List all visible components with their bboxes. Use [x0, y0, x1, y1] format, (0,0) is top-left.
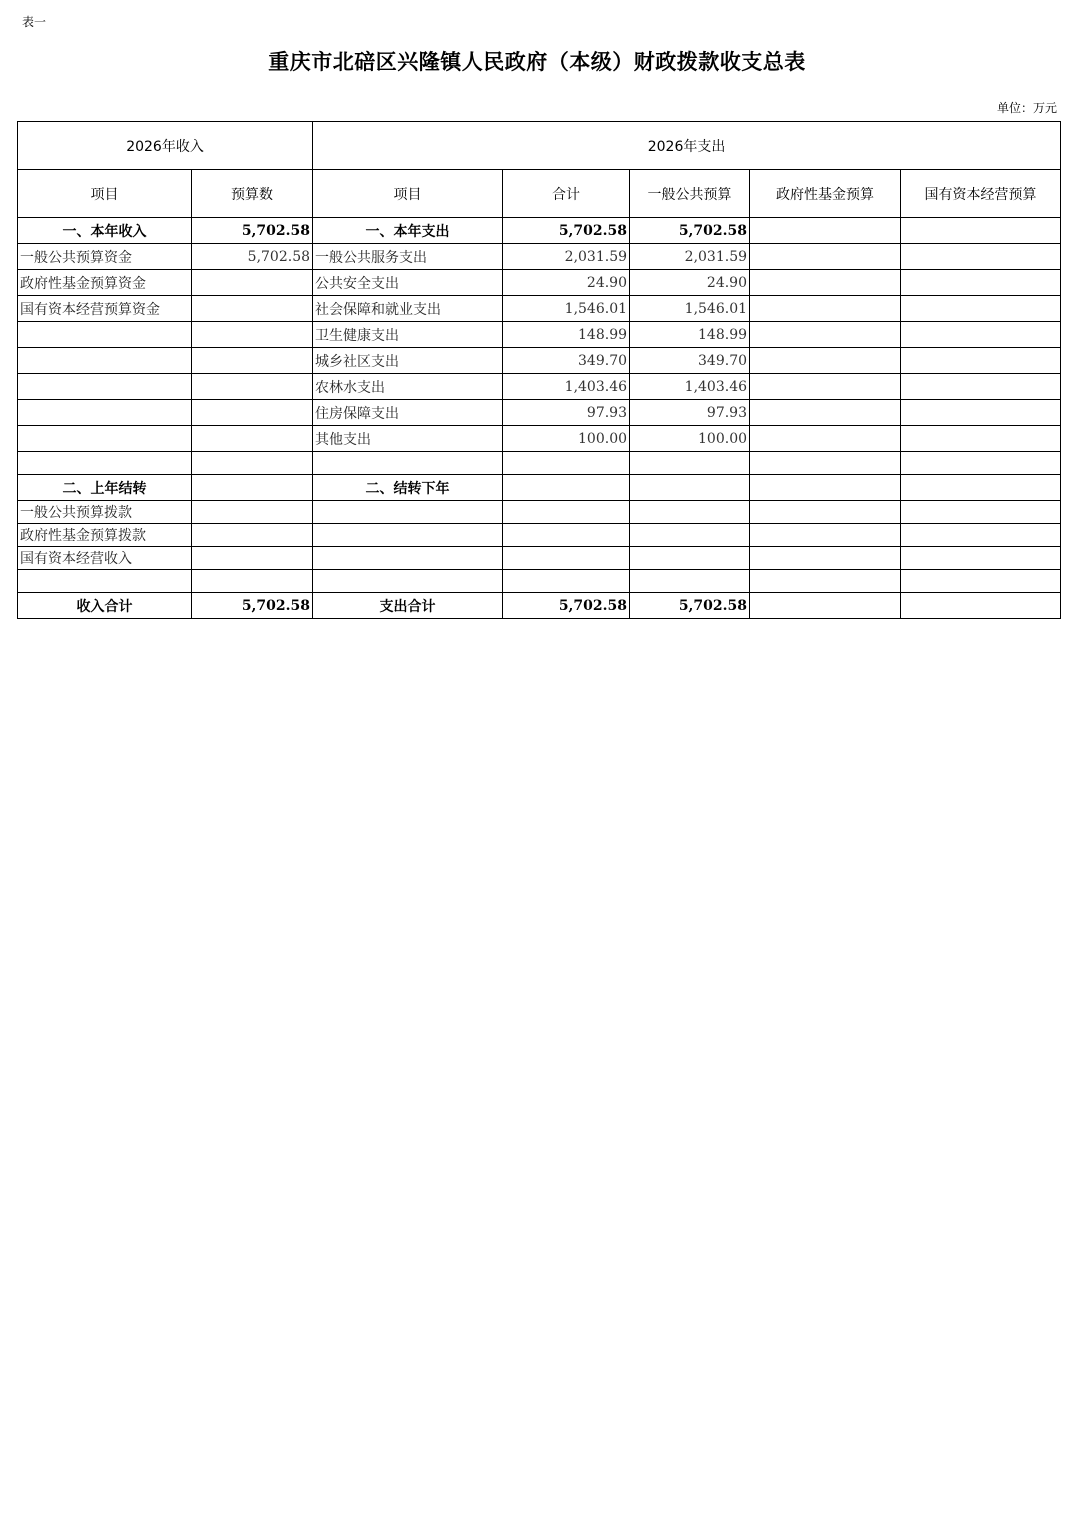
- totals-row: [18, 593, 1061, 619]
- expense-item: 城乡社区支出: [313, 348, 503, 374]
- expense-general-budget: [630, 452, 750, 475]
- expense-item: 卫生健康支出: [313, 322, 503, 348]
- income-amount: 5,702.58: [192, 244, 313, 270]
- expense-total: 1,403.46: [503, 374, 630, 400]
- col-header-gov-fund-budget: 政府性基金预算: [750, 170, 901, 218]
- table-row: [18, 426, 1061, 452]
- expense-gov-fund: [750, 218, 901, 244]
- income-amount: [192, 524, 313, 547]
- expense-state-capital: [901, 547, 1061, 570]
- expense-gov-fund: [750, 452, 901, 475]
- income-amount: [192, 270, 313, 296]
- expense-general-budget: 349.70: [630, 348, 750, 374]
- expense-state-capital: [901, 374, 1061, 400]
- expense-total: 148.99: [503, 322, 630, 348]
- expense-total: 5,702.58: [503, 218, 630, 244]
- expense-item: [313, 547, 503, 570]
- expense-gov-fund: [750, 426, 901, 452]
- expense-state-capital: [901, 244, 1061, 270]
- table-row: [18, 570, 1061, 593]
- table-row: [18, 452, 1061, 475]
- income-amount: [192, 475, 313, 501]
- expense-total: 100.00: [503, 426, 630, 452]
- income-group-header: 2026年收入: [18, 122, 313, 170]
- table-row: [18, 296, 1061, 322]
- expense-gov-fund: [750, 270, 901, 296]
- expense-group-header: 2026年支出: [313, 122, 1061, 170]
- table-row: [18, 547, 1061, 570]
- unit-label: 单位：万元: [996, 101, 1057, 115]
- expense-total: 24.90: [503, 270, 630, 296]
- expense-state-capital: [901, 348, 1061, 374]
- expense-general-budget: 2,031.59: [630, 244, 750, 270]
- expense-state-capital: [901, 296, 1061, 322]
- income-item: [18, 400, 192, 426]
- income-item: 国有资本经营预算资金: [18, 296, 192, 322]
- expense-general-budget: 5,702.58: [630, 218, 750, 244]
- income-item: [18, 452, 192, 475]
- income-amount: [192, 547, 313, 570]
- table-row: [18, 374, 1061, 400]
- income-amount: [192, 322, 313, 348]
- expense-general-budget: 1,546.01: [630, 296, 750, 322]
- expense-item: [313, 452, 503, 475]
- income-amount: [192, 501, 313, 524]
- table-row: [18, 270, 1061, 296]
- table-row: [18, 322, 1061, 348]
- col-header-expense-item: 项目: [313, 170, 503, 218]
- expense-general-budget: [630, 524, 750, 547]
- expense-item: 一般公共服务支出: [313, 244, 503, 270]
- expense-gov-fund: [750, 547, 901, 570]
- expense-item: 其他支出: [313, 426, 503, 452]
- expense-gov-fund: [750, 400, 901, 426]
- table-row: [18, 524, 1061, 547]
- expense-item: [313, 570, 503, 593]
- income-item: 二、上年结转: [18, 475, 192, 501]
- table-row: [18, 348, 1061, 374]
- expense-gov-fund: [750, 322, 901, 348]
- income-item: [18, 426, 192, 452]
- expense-gov-fund: [750, 348, 901, 374]
- table-row: [18, 400, 1061, 426]
- expense-state-capital: [901, 501, 1061, 524]
- income-total-label: 收入合计: [18, 593, 192, 619]
- expense-state-capital: [901, 426, 1061, 452]
- expense-total: [503, 501, 630, 524]
- income-amount: 5,702.58: [192, 218, 313, 244]
- expense-total: [503, 524, 630, 547]
- table-row: [18, 244, 1061, 270]
- expense-total: 349.70: [503, 348, 630, 374]
- expense-general-budget: [630, 501, 750, 524]
- expense-general-budget: [630, 547, 750, 570]
- expense-item: 住房保障支出: [313, 400, 503, 426]
- expense-total: 97.93: [503, 400, 630, 426]
- col-header-budget-amount: 预算数: [192, 170, 313, 218]
- expense-general-budget: 1,403.46: [630, 374, 750, 400]
- expense-gov-fund: [750, 244, 901, 270]
- group-header-row: [18, 122, 1061, 170]
- expense-total: 2,031.59: [503, 244, 630, 270]
- expense-state-capital: [901, 452, 1061, 475]
- expense-state-capital: [901, 570, 1061, 593]
- table-row: [18, 501, 1061, 524]
- expense-total: [503, 452, 630, 475]
- income-amount: [192, 296, 313, 322]
- income-amount: [192, 374, 313, 400]
- expense-total-label: 支出合计: [313, 593, 503, 619]
- expense-gov-fund: [750, 296, 901, 322]
- expense-item: 农林水支出: [313, 374, 503, 400]
- expense-total-general-budget: 5,702.58: [630, 593, 750, 619]
- income-amount: [192, 452, 313, 475]
- expense-gov-fund: [750, 570, 901, 593]
- income-item: 国有资本经营收入: [18, 547, 192, 570]
- income-item: 政府性基金预算拨款: [18, 524, 192, 547]
- expense-gov-fund: [750, 524, 901, 547]
- expense-gov-fund: [750, 374, 901, 400]
- expense-item: 公共安全支出: [313, 270, 503, 296]
- form-number: 表一: [22, 15, 47, 29]
- expense-state-capital: [901, 524, 1061, 547]
- expense-total-state-capital: [901, 593, 1061, 619]
- expense-item: [313, 524, 503, 547]
- expense-total: [503, 570, 630, 593]
- expense-gov-fund: [750, 475, 901, 501]
- expense-general-budget: [630, 570, 750, 593]
- income-item: [18, 570, 192, 593]
- income-amount: [192, 426, 313, 452]
- expense-total: [503, 475, 630, 501]
- table-row: [18, 475, 1061, 501]
- income-amount: [192, 348, 313, 374]
- expense-state-capital: [901, 270, 1061, 296]
- expense-total: 1,546.01: [503, 296, 630, 322]
- expense-item: 社会保障和就业支出: [313, 296, 503, 322]
- expense-general-budget: 100.00: [630, 426, 750, 452]
- expense-state-capital: [901, 218, 1061, 244]
- income-item: 一、本年收入: [18, 218, 192, 244]
- expense-item: 一、本年支出: [313, 218, 503, 244]
- income-total-amount: 5,702.58: [192, 593, 313, 619]
- income-amount: [192, 570, 313, 593]
- expense-state-capital: [901, 322, 1061, 348]
- income-item: [18, 374, 192, 400]
- expense-general-budget: 24.90: [630, 270, 750, 296]
- expense-general-budget: 148.99: [630, 322, 750, 348]
- col-header-state-capital-budget: 国有资本经营预算: [901, 170, 1061, 218]
- budget-summary-table: [17, 121, 1061, 619]
- expense-item: [313, 501, 503, 524]
- expense-general-budget: [630, 475, 750, 501]
- expense-total-amount: 5,702.58: [503, 593, 630, 619]
- expense-total-gov-fund: [750, 593, 901, 619]
- income-item: 政府性基金预算资金: [18, 270, 192, 296]
- expense-item: 二、结转下年: [313, 475, 503, 501]
- col-header-total: 合计: [503, 170, 630, 218]
- income-item: [18, 322, 192, 348]
- table-row: [18, 218, 1061, 244]
- income-item: 一般公共预算资金: [18, 244, 192, 270]
- page-title: 重庆市北碚区兴隆镇人民政府（本级）财政拨款收支总表: [268, 49, 806, 74]
- expense-general-budget: 97.93: [630, 400, 750, 426]
- expense-state-capital: [901, 400, 1061, 426]
- income-item: 一般公共预算拨款: [18, 501, 192, 524]
- income-item: [18, 348, 192, 374]
- expense-state-capital: [901, 475, 1061, 501]
- expense-total: [503, 547, 630, 570]
- col-header-general-budget: 一般公共预算: [630, 170, 750, 218]
- expense-gov-fund: [750, 501, 901, 524]
- income-amount: [192, 400, 313, 426]
- column-header-row: [18, 170, 1061, 218]
- col-header-income-item: 项目: [18, 170, 192, 218]
